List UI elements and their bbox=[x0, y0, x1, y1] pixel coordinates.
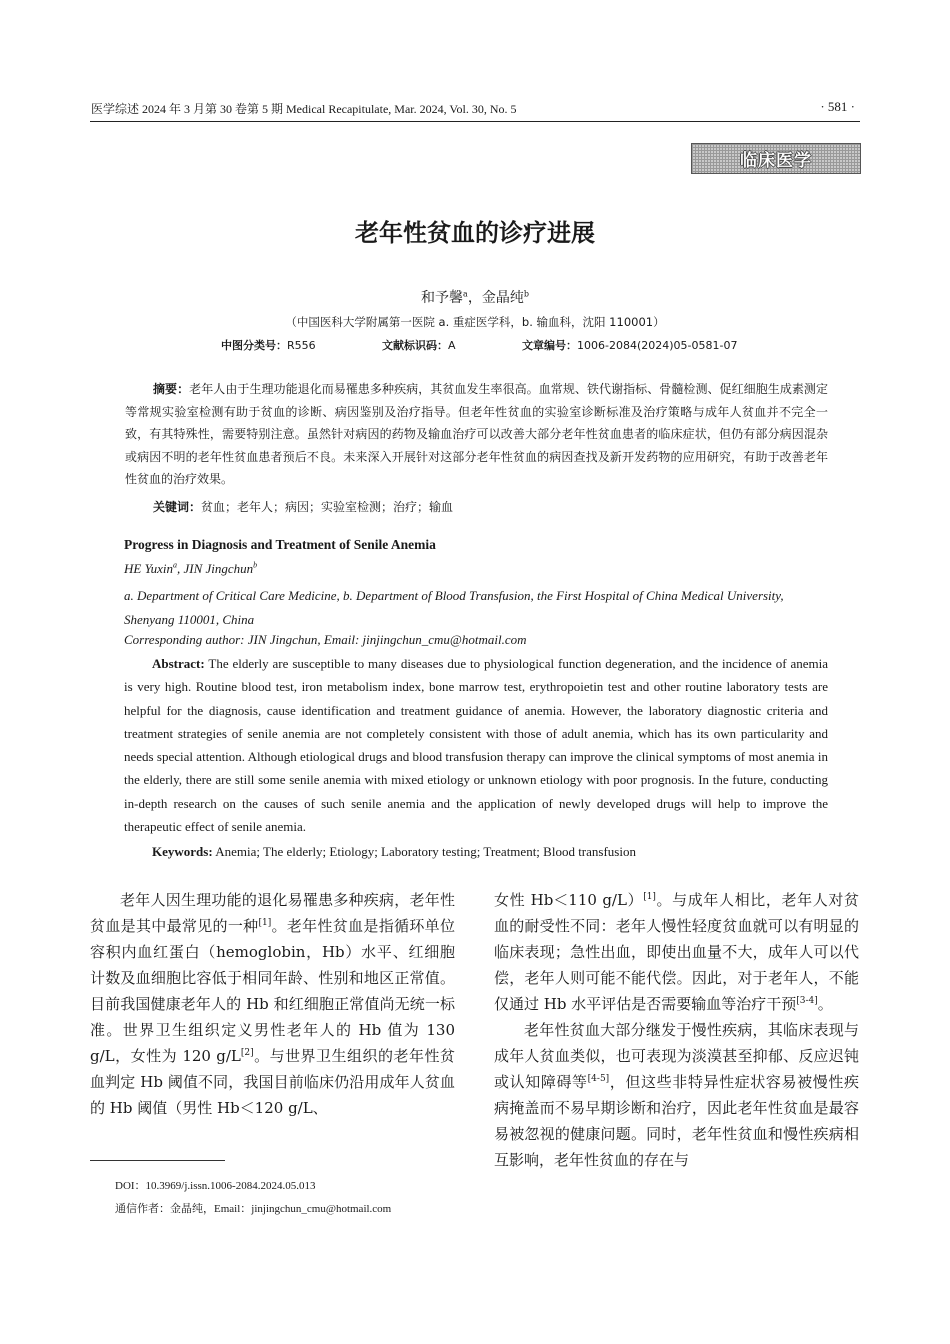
english-abstract-text: The elderly are susceptible to many diseases due to physiological function degeneration, and the incidence of anemia is very high. Routine blood test, iron metabolism index, bone marrow test, erythropoietin test and other routine laboratory tests are helpful for the diagnosis, cause identification and treatment guidance of anemia. However, the laboratory diagnostic criteria and treatment strategies of senile anemia are not completely consistent with those of adult anemia, which has its own particularity and needs special attention. Although etiological drugs and blood transfusion therapy can improve the clinical symptoms of most anemia in the elderly, there are still some senile anemia with mixed etiology or unknown etiology with poor prognosis. In the future, conducting in-depth research on the causes of such senile anemia and the application of newly developed drugs will help to improve the therapeutic effect of senile anemia. bbox=[124, 656, 829, 835]
affiliation-cn: （中国医科大学附属第一医院 a. 重症医学科，b. 输血科，沈阳 110001） bbox=[285, 315, 665, 329]
footnote-corresponding-author: 通信作者：金晶纯，Email：jinjingchun_cmu@hotmail.com bbox=[115, 1203, 392, 1215]
english-affiliation: a. Department of Critical Care Medicine, b. Department of Blood Transfusion, the First Hospital of China Medical University, Shenyang 110001, China bbox=[124, 588, 784, 627]
clc-value: R556 bbox=[287, 339, 316, 352]
english-keywords-text: Anemia; The elderly; Etiology; Laboratory testing; Treatment; Blood transfusion bbox=[215, 844, 636, 859]
footnote-rule bbox=[90, 1160, 225, 1161]
keywords-cn bbox=[125, 496, 828, 519]
running-head: 医学综述 2024 年 3 月第 30 卷第 5 期 Medical Recapitulate, Mar. 2024, Vol. 30, No. 5 bbox=[91, 102, 517, 116]
english-author-1: HE Yuxin bbox=[124, 561, 173, 576]
page-number: · 581 · bbox=[820, 99, 855, 114]
article-title: 老年性贫血的诊疗进展 bbox=[355, 219, 595, 247]
document-code bbox=[382, 337, 456, 353]
body-text: 老年性贫血大部分继发于慢性疾病，其临床表现与成年人贫血类似，也可表现为淡漠甚至抑郁、反应迟钝或认知障碍等 bbox=[494, 1021, 859, 1091]
english-author-1-mark: a bbox=[173, 560, 177, 570]
author-1: 和予馨 bbox=[421, 290, 464, 306]
english-corresponding-author: Corresponding author: JIN Jingchun, Email: jinjingchun_cmu@hotmail.com bbox=[124, 632, 527, 647]
clc-number bbox=[221, 337, 316, 353]
author-2: 金晶纯 bbox=[481, 290, 524, 306]
english-authors: HE Yuxin$^a$, JIN Jingchun$^b$ bbox=[124, 560, 258, 576]
body-text: 。与世界卫生组织的老年性贫血判定 Hb 阈值不同，我国目前临床仍沿用成年人贫血的 Hb 阈值（男性 Hb＜120 g/L、 bbox=[90, 1047, 455, 1117]
body-column-left bbox=[90, 887, 455, 1121]
abstract-cn-label: 摘要： bbox=[153, 382, 190, 396]
article-number bbox=[522, 337, 737, 353]
body-text: 。与成年人相比，老年人对贫血的耐受性不同：老年人慢性轻度贫血就可以有明显的临床表现；急性出血，即使出血量不大，成年人可以代偿，老年人则可能不能代偿。因此，对于老年人，不能仅通过 Hb 水平评估是否需要输血等治疗干预 bbox=[494, 891, 859, 1013]
section-label-badge bbox=[691, 143, 861, 174]
body-text: 。 bbox=[817, 995, 833, 1013]
citation: [3-4] bbox=[796, 996, 818, 1006]
body-paragraph bbox=[494, 887, 859, 1017]
english-author-2: JIN Jingchun bbox=[183, 561, 254, 576]
article-number-label: 文章编号： bbox=[522, 339, 577, 352]
author-separator: ， bbox=[467, 290, 482, 306]
document-code-value: A bbox=[448, 339, 456, 352]
abstract-cn bbox=[125, 378, 828, 491]
body-paragraph bbox=[90, 887, 455, 1121]
abstract-cn-text: 老年人由于生理功能退化而易罹患多种疾病，其贫血发生率很高。血常规、铁代谢指标、骨髓检测、促红细胞生成素测定等常规实验室检测有助于贫血的诊断、病因鉴别及治疗指导。但老年性贫血的实验室诊断标准及治疗策略与成年人贫血并不完全一致，有其特殊性，需要特别注意。虽然针对病因的药物及输血治疗可以改善大部分老年性贫血患者的临床症状，但仍有部分病因混杂或病因不明的老年性贫血患者预后不良。未来深入开展针对这部分老年性贫血的病因查找及新开发药物的应用研究，有助于改善老年性贫血的治疗效果。 bbox=[125, 382, 828, 486]
citation: [2] bbox=[240, 1048, 254, 1058]
english-keywords bbox=[124, 844, 828, 860]
authors-cn bbox=[0, 287, 950, 307]
english-abstract-label: Abstract: bbox=[152, 656, 205, 671]
body-column-right bbox=[494, 887, 859, 1173]
footnote-doi: DOI：10.3969/j.issn.1006-2084.2024.05.013 bbox=[115, 1180, 316, 1192]
keywords-cn-label: 关键词： bbox=[153, 500, 202, 514]
citation: [1] bbox=[258, 918, 272, 928]
english-author-2-mark: b bbox=[253, 560, 258, 570]
body-paragraph bbox=[494, 1017, 859, 1173]
citation: [1] bbox=[643, 892, 656, 902]
body-text: 老年人因生理功能的退化易罹患多种疾病，老年性贫血是其中最常见的一种 bbox=[90, 891, 455, 935]
body-text: 女性 Hb＜110 g/L） bbox=[494, 891, 644, 909]
article-number-value: 1006-2084(2024)05-0581-07 bbox=[577, 339, 738, 352]
clc-label: 中图分类号： bbox=[221, 339, 287, 352]
body-text: ，但这些非特异性症状容易被慢性疾病掩盖而不易早期诊断和治疗，因此老年性贫血是最容易被忽视的健康问题。同时，老年性贫血和慢性疾病相互影响，老年性贫血的存在与 bbox=[494, 1073, 859, 1169]
keywords-cn-text: 贫血；老年人；病因；实验室检测；治疗；输血 bbox=[201, 500, 454, 514]
header-rule bbox=[90, 121, 860, 122]
author-2-affil-mark: b bbox=[523, 289, 529, 299]
body-text: 。老年性贫血是指循环单位容积内血红蛋白（hemoglobin，Hb）水平、红细胞计数及血细胞比容低于相同年龄、性别和地区正常值。目前我国健康老年人的 Hb 和红细胞正常值尚无统一标准。世界卫生组织定义男性老年人的 Hb 值为 130 g/L，女性为 120 g/L bbox=[90, 917, 455, 1065]
english-title: Progress in Diagnosis and Treatment of Senile Anemia bbox=[124, 537, 436, 552]
section-label-text: 临床医学 bbox=[740, 151, 812, 171]
author-1-affil-mark: a bbox=[463, 289, 468, 299]
citation: [4-5] bbox=[587, 1074, 610, 1084]
document-code-label: 文献标识码： bbox=[382, 339, 448, 352]
english-keywords-label: Keywords: bbox=[152, 844, 213, 859]
english-abstract bbox=[124, 652, 828, 838]
